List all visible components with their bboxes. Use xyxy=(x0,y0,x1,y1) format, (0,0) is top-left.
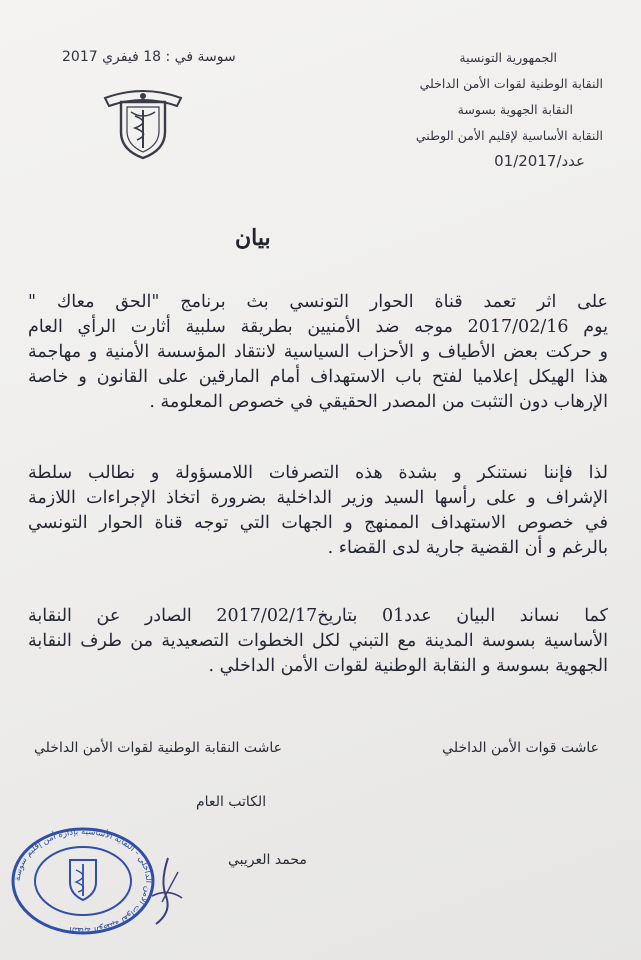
header-line-republic: الجمهورية التونسية xyxy=(459,50,557,65)
paragraph-2 xyxy=(28,461,608,561)
paragraph-line: كما نساند البيان عدد01 بتاريخ2017/02/17 الصادر عن النقابة xyxy=(28,606,609,626)
slogan-national-union: عاشت النقابة الوطنية لقوات الأمن الداخلي xyxy=(34,740,282,756)
signatory-role: الكاتب العام xyxy=(196,794,267,810)
paragraph-3 xyxy=(28,604,608,679)
paragraph-line: الجهوية بسوسة و النقابة الوطنية لقوات الأمن الداخلي . xyxy=(208,656,608,676)
reference-number: عدد/01/2017 xyxy=(494,152,585,170)
header-line-regional-union: النقابة الجهوية بسوسة xyxy=(457,102,573,117)
signatory-name: محمد العريبي xyxy=(228,852,307,868)
union-emblem xyxy=(101,76,185,162)
paragraph-line: الإشراف و على رأسها السيد وزير الداخلية بضرورة اتخاذ الإجراءات اللازمة xyxy=(28,488,608,508)
document-title: بيان xyxy=(235,225,271,251)
paragraph-line: الإرهاب دون التثبت من المصدر الحقيقي في خصوص المعلومة . xyxy=(149,392,608,412)
paragraph-line: هذا الهيكل إعلاميا لفتح باب الاستهداف أمام المارقين على القانون و خاصة xyxy=(28,367,608,387)
paragraph-line: في خصوص الاستهداف الممنهج و الجهات التي توجه قناة الحوار التونسي xyxy=(28,513,608,533)
paragraph-line: لذا فإننا نستنكر و بشدة هذه التصرفات اللامسؤولة و نطالب سلطة xyxy=(28,463,608,483)
official-stamp xyxy=(8,826,158,936)
header-line-national-union: النقابة الوطنية لقوات الأمن الداخلي xyxy=(419,76,603,91)
paragraph-line: بالرغم و أن القضية جارية لدى القضاء . xyxy=(327,538,608,558)
header-line-basic-union: النقابة الأساسية لإقليم الأمن الوطني xyxy=(415,128,603,143)
paragraph-1 xyxy=(28,290,608,415)
paragraph-line: و حركت بعض الأطياف و الأحزاب السياسية لانتقاد المؤسسة الأمنية و مهاجمة xyxy=(28,342,608,362)
slogan-security-forces: عاشت قوات الأمن الداخلي xyxy=(442,740,599,756)
paragraph-line: على اثر تعمد قناة الحوار التونسي بث برنامج "الحق معاك " xyxy=(28,292,608,312)
svg-text:النقابة الوطنية لقوات الأمن ال: النقابة الوطنية لقوات الأمن الداخلي - النقابة الأساسية بإدارة أمن إقليم سوسة xyxy=(12,826,154,936)
paragraph-line: يوم 2017/02/16 موجه ضد الأمنيين بطريقة سلبية أثارت الرأي العام xyxy=(28,317,608,337)
paragraph-line: الأساسية بسوسة المدينة مع التبني لكل الخطوات التصعيدية من طرف النقابة xyxy=(28,631,608,651)
city-date: سوسة في : 18 فيفري 2017 xyxy=(62,49,236,65)
